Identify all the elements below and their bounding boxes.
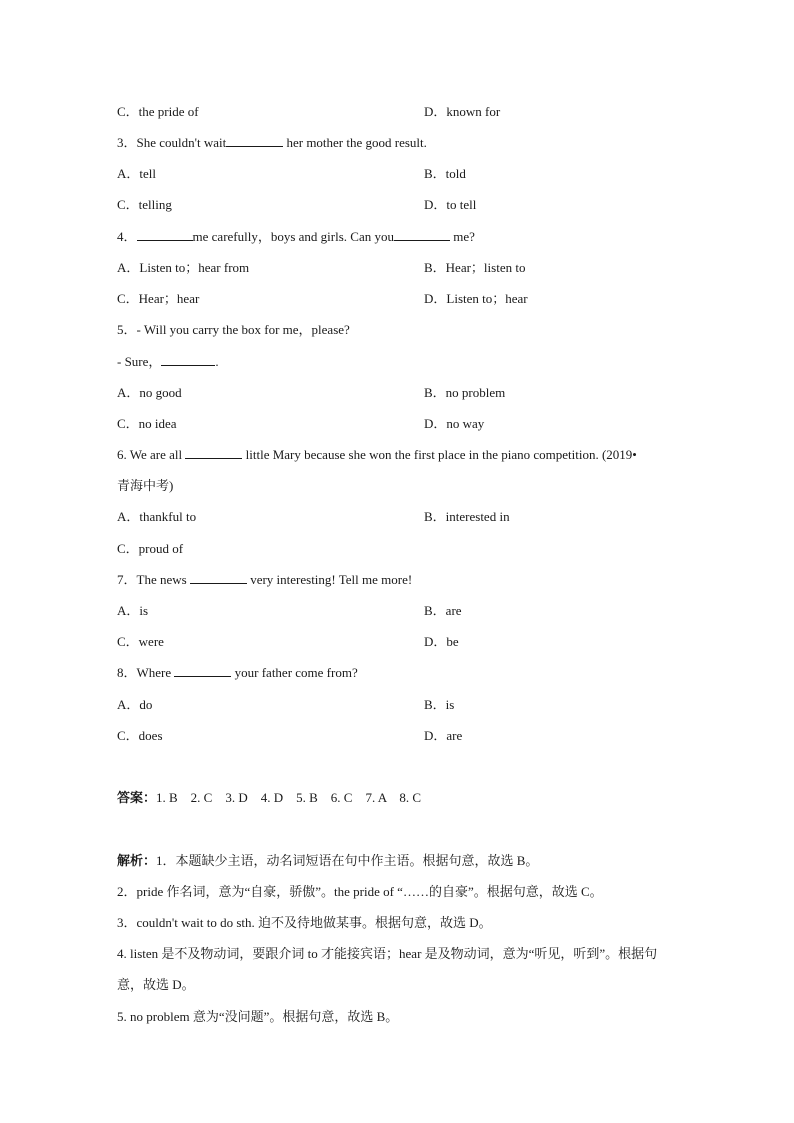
q4-options-row2 xyxy=(117,290,528,308)
q5-stem: 5．- Will you carry the box for me，please? xyxy=(117,322,350,337)
q8-option-b: B．is xyxy=(424,697,455,712)
q4-blank-2 xyxy=(394,228,450,241)
q5-options-row1 xyxy=(117,384,506,402)
q3-option-c: C．telling xyxy=(117,197,172,212)
q7-option-b: B．are xyxy=(424,603,462,618)
q7-option-d: D．be xyxy=(424,634,459,649)
q5-option-c: C．no idea xyxy=(117,416,177,431)
q6-source: 青海中考) xyxy=(117,478,174,493)
q6-blank xyxy=(185,446,242,459)
q6-option-b: B．interested in xyxy=(424,509,510,524)
q8-option-d: D．are xyxy=(424,728,463,743)
q8-stem: 8．Where your father come from? xyxy=(117,665,358,680)
answer-list: 1. B 2. C 3. D 4. D 5. B 6. C 7. A 8. C xyxy=(156,790,422,805)
q3-option-d: D．to tell xyxy=(424,197,477,212)
q8-option-a: A．do xyxy=(117,697,153,712)
q3-option-a: A．tell xyxy=(117,166,156,181)
q5-option-a: A．no good xyxy=(117,385,182,400)
q3-stem: 3．She couldn't wait her mother the good result. xyxy=(117,135,427,150)
analysis-1: 解析：1．本题缺少主语，动名词短语在句中作主语。根据句意，故选 B。 xyxy=(117,853,539,868)
q5-option-d: D．no way xyxy=(424,416,485,431)
q2-option-d: D．known for xyxy=(424,104,501,119)
q6-option-c: C．proud of xyxy=(117,541,184,556)
q5-response: - Sure， . xyxy=(117,354,219,369)
q7-stem: 7．The news very interesting! Tell me more! xyxy=(117,572,413,587)
q4-blank-1 xyxy=(137,228,193,241)
q8-options-row2 xyxy=(117,727,463,745)
q3-blank xyxy=(226,134,283,147)
q8-blank xyxy=(174,664,231,677)
q4-option-b: B．Hear；listen to xyxy=(424,260,526,275)
q6-stem: 6. We are all little Mary because she won the first place in the piano competition. (2019• xyxy=(117,447,637,462)
q5-options-row2 xyxy=(117,415,485,433)
q7-option-a: A．is xyxy=(117,603,149,618)
q2-option-c: C．the pride of xyxy=(117,104,199,119)
answer-key xyxy=(117,789,421,807)
q5-blank xyxy=(161,353,215,366)
q4-option-a: A．Listen to；hear from xyxy=(117,260,250,275)
q7-options-row1 xyxy=(117,602,462,620)
analysis-3: 3．couldn't wait to do sth. 迫不及待地做某事。根据句意，故选 D。 xyxy=(117,915,492,930)
q3-options-row2 xyxy=(117,196,477,214)
analysis-5: 5. no problem 意为“没问题”。根据句意，故选 B。 xyxy=(117,1009,399,1024)
q4-option-c: C．Hear；hear xyxy=(117,291,200,306)
q6-options-row2 xyxy=(117,540,183,558)
q8-options-row1 xyxy=(117,696,455,714)
q3-option-b: B．told xyxy=(424,166,466,181)
q7-option-c: C．were xyxy=(117,634,164,649)
q2-options-row2 xyxy=(117,103,501,121)
answer-label: 答案： xyxy=(117,790,157,805)
q6-options-row1 xyxy=(117,508,510,526)
q4-options-row1 xyxy=(117,259,526,277)
analysis-label: 解析： xyxy=(117,853,157,868)
q7-options-row2 xyxy=(117,633,459,651)
analysis-4: 4. listen 是不及物动词，要跟介词 to 才能接宾语；hear 是及物动词，意为“听见，听到”。根据句意，故选 D。 xyxy=(117,946,658,992)
q6-option-a: A．thankful to xyxy=(117,509,197,524)
q7-blank xyxy=(190,571,247,584)
q4-stem: 4． me carefully，boys and girls. Can you me? xyxy=(117,229,475,244)
analysis-2: 2．pride 作名词，意为“自豪，骄傲”。the pride of “……的自豪”。根据句意，故选 C。 xyxy=(117,884,603,899)
q3-options-row1 xyxy=(117,165,466,183)
q5-option-b: B．no problem xyxy=(424,385,506,400)
q4-option-d: D．Listen to；hear xyxy=(424,291,528,306)
q8-option-c: C．does xyxy=(117,728,163,743)
